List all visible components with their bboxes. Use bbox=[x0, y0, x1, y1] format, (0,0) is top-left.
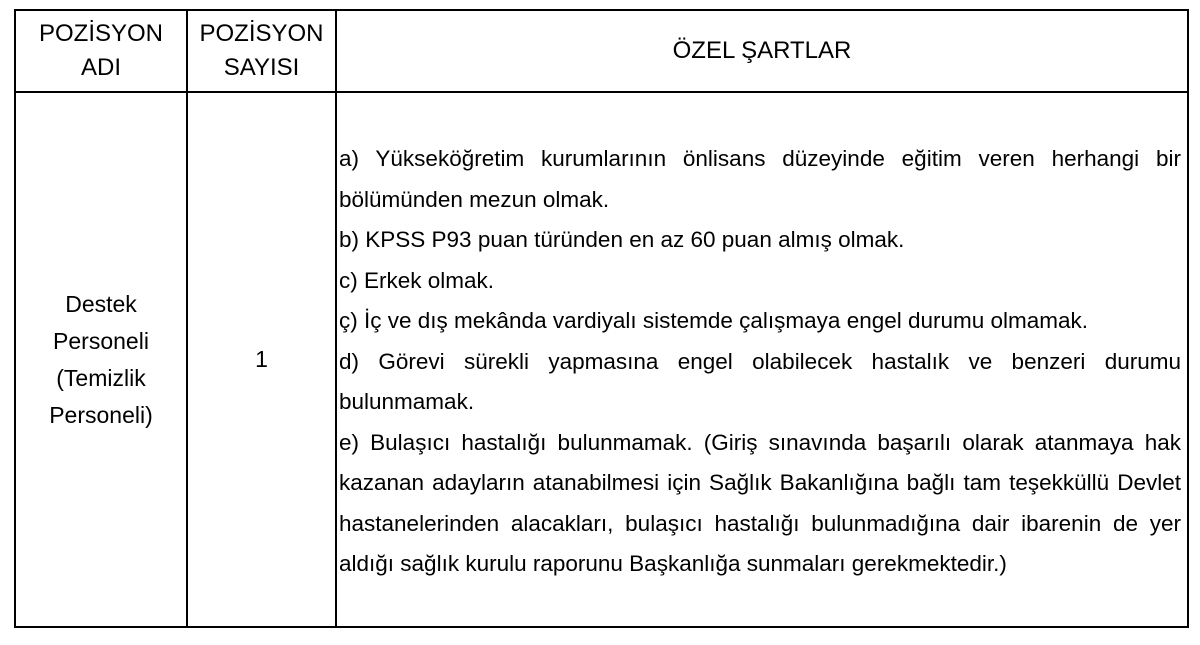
conditions-list bbox=[339, 134, 1181, 585]
condition-a: a) Yükseköğretim kurumlarının önlisans düzeyinde eğitim veren herhangi bir bölümünden mezun olmak. bbox=[339, 146, 1181, 212]
cell-position-count bbox=[187, 92, 336, 627]
condition-b: b) KPSS P93 puan türünden en az 60 puan almış olmak. bbox=[339, 227, 905, 253]
header-position-count bbox=[187, 10, 336, 92]
cell-position-name bbox=[15, 92, 187, 627]
header-position-name-line-1: POZİSYON bbox=[38, 20, 164, 47]
condition-d: d) Görevi sürekli yapmasına engel olabilecek hastalık ve benzeri durumu bulunmamak. bbox=[339, 348, 1181, 415]
header-position-count-line-1: POZİSYON bbox=[199, 20, 324, 47]
header-position-count-line-2: SAYISI bbox=[223, 54, 300, 81]
header-special-conditions-label: ÖZEL ŞARTLAR bbox=[672, 37, 852, 64]
cell-special-conditions bbox=[336, 92, 1188, 627]
condition-c-cedilla: ç) İç ve dış mekânda vardiyalı sistemde çalışmaya engel durumu olmamak. bbox=[339, 308, 1089, 334]
position-name-line-4: Personeli) bbox=[49, 401, 153, 428]
condition-e: e) Bulaşıcı hastalığı bulunmamak. (Giriş sınavında başarılı olarak atanmaya hak kazanan adayların atanabilmesi için Sağlık Bakanlığına bağlı tam teşekküllü Devlet hastanelerinden alacakları, bulaşıcı hastalığı bulunmadığına dair ibarenin de yer aldığı sağlık kurulu raporunu Başkanlığa sunmaları gerekmektedir.) bbox=[339, 429, 1181, 577]
header-position-name bbox=[15, 10, 187, 92]
header-special-conditions bbox=[336, 10, 1188, 92]
position-count-value: 1 bbox=[255, 346, 268, 372]
table-header-row bbox=[15, 10, 1188, 92]
position-name-line-3: (Temizlik bbox=[56, 364, 146, 391]
condition-c: c) Erkek olmak. bbox=[339, 267, 495, 293]
position-requirements-table bbox=[14, 9, 1189, 628]
position-name-line-2: Personeli bbox=[53, 327, 149, 354]
position-name-line-1: Destek bbox=[65, 290, 137, 317]
table-row bbox=[15, 92, 1188, 627]
header-position-name-line-2: ADI bbox=[80, 54, 121, 81]
